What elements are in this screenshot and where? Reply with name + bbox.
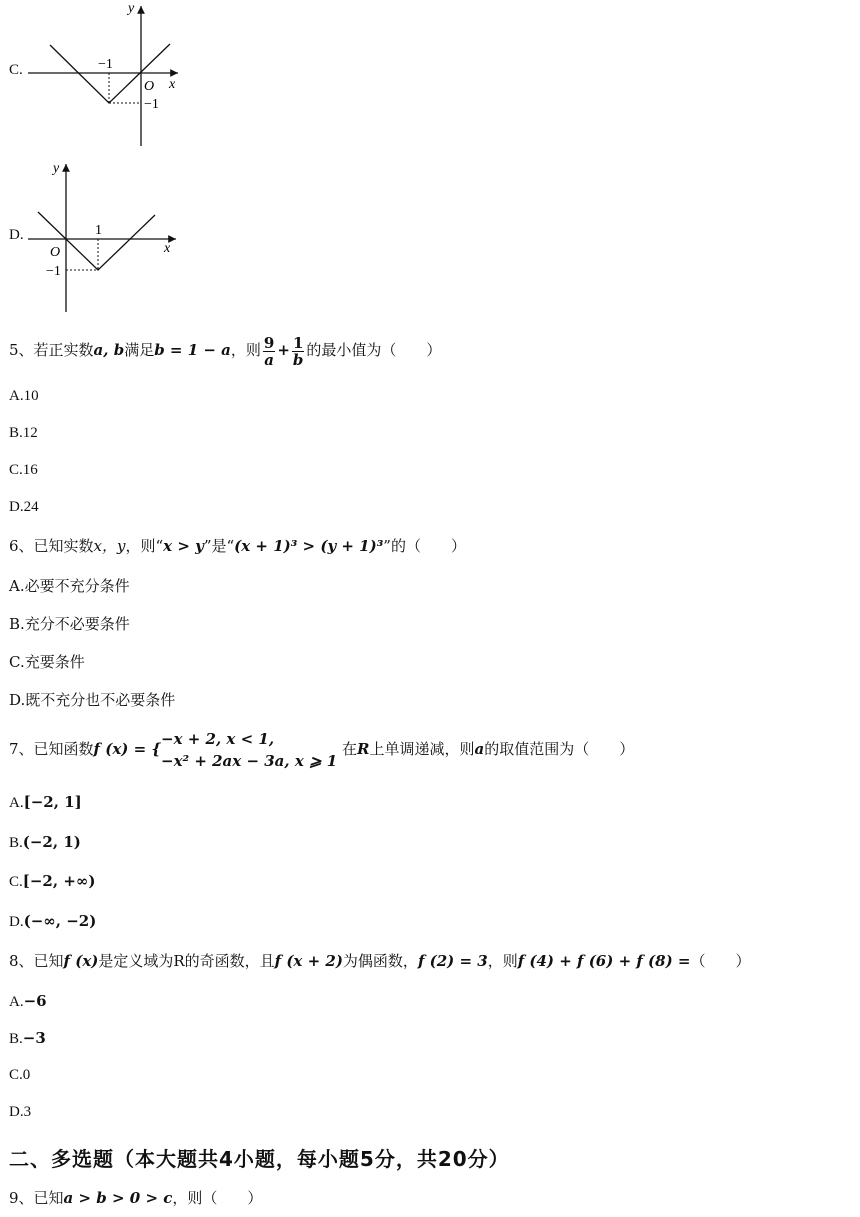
q7-suffix: 的取值范围为（ ）	[484, 740, 635, 758]
graph-d-x-label: x	[164, 241, 171, 256]
q7-option-a-label: A.	[9, 795, 24, 811]
graph-c-label: C.	[9, 62, 23, 78]
q8-mid2: 为偶函数，	[342, 952, 418, 970]
q6-option-a: A.必要不充分条件	[9, 577, 130, 595]
q5-option-b: B.12	[9, 425, 38, 441]
q5-frac2	[292, 335, 305, 368]
q7-option-b	[9, 832, 81, 853]
q8-option-d-label: D.	[9, 1104, 24, 1120]
q8-mid1: 是定义域为R的奇函数，且	[98, 952, 275, 970]
question-8	[9, 951, 750, 971]
q7-option-d	[9, 911, 96, 932]
q6-cond2: (x + 1)³ > (y + 1)³	[234, 537, 384, 555]
q6-option-c: C.充要条件	[9, 653, 85, 671]
q5-frac1-den: a	[264, 350, 274, 369]
question-6	[9, 536, 466, 556]
question-5	[9, 333, 441, 368]
question-9	[9, 1188, 262, 1208]
q8-option-d-value: 3	[23, 1104, 32, 1120]
q8-option-c-label: C.	[9, 1067, 23, 1083]
q5-option-a: A.10	[9, 388, 39, 404]
q7-option-b-label: B.	[9, 835, 23, 851]
q8-option-a-value: −6	[23, 992, 47, 1010]
q7-option-b-value: (−2, 1)	[22, 833, 81, 851]
q7-option-c	[9, 871, 95, 892]
q5-option-d: D.24	[9, 499, 39, 515]
q5-mid: 满足	[124, 341, 155, 359]
q7-mid: 在	[342, 740, 358, 758]
q8-f4: f (4) + f (6) + f (8) =	[517, 952, 691, 970]
graph-d-label: D.	[9, 227, 24, 243]
q6-option-b: B.充分不必要条件	[9, 615, 130, 633]
q8-prefix: 8、已知	[9, 952, 64, 970]
graph-c-x-label: x	[169, 77, 176, 92]
q7-case-1: −x + 2, x < 1,	[161, 730, 275, 748]
q5-plus: +	[277, 341, 290, 359]
q9-suffix: ，则（ ）	[172, 1189, 263, 1207]
graph-c-tick-x: −1	[98, 57, 113, 72]
q8-option-d	[9, 1102, 31, 1122]
graph-d-tick-y: −1	[46, 264, 61, 279]
q8-option-c	[9, 1065, 30, 1085]
q8-option-b-label: B.	[9, 1031, 23, 1047]
q8-suffix: （ ）	[690, 952, 751, 970]
q6-option-d: D.既不充分也不必要条件	[9, 691, 176, 709]
q8-f3: f (2) = 3	[417, 952, 488, 970]
q5-frac2-num: 1	[292, 333, 304, 352]
question-7	[9, 727, 634, 772]
graph-d	[20, 158, 220, 318]
q6-suffix: ”的（ ）	[383, 537, 466, 555]
q5-vars: a, b	[93, 341, 125, 359]
section-heading: 二、多选题（本大题共4小题，每小题5分，共20分）	[9, 1147, 510, 1171]
graph-c-origin: O	[144, 79, 155, 94]
q8-mid3: ，则	[487, 952, 518, 970]
q5-frac1	[263, 335, 275, 368]
graph-c-y-label: y	[128, 1, 135, 16]
q7-func: f (x) = {	[93, 740, 162, 758]
q8-f2: f (x + 2)	[274, 952, 343, 970]
q9-prefix: 9、已知	[9, 1189, 64, 1207]
q7-mid2: 上单调递减，则	[369, 740, 475, 758]
q9-cond: a > b > 0 > c	[63, 1189, 173, 1207]
q5-frac1-num: 9	[263, 333, 275, 352]
q6-mid: ”是“	[203, 537, 235, 555]
q5-then: ，则	[230, 341, 261, 359]
q7-option-d-value: (−∞, −2)	[23, 912, 97, 930]
graph-d-origin: O	[50, 245, 61, 260]
q8-option-a	[9, 991, 47, 1012]
q6-then: ，则“	[125, 537, 164, 555]
graph-d-tick-x: 1	[95, 223, 102, 238]
q7-cases	[161, 728, 337, 772]
q8-option-b	[9, 1028, 46, 1049]
q8-option-a-label: A.	[9, 994, 24, 1010]
q6-prefix: 6、已知实数	[9, 537, 94, 555]
q7-case-2: −x² + 2ax − 3a, x ⩾ 1	[161, 752, 338, 770]
q5-prefix: 5、若正实数	[9, 341, 94, 359]
q5-frac2-den: b	[292, 350, 304, 369]
q7-var: a	[474, 740, 485, 758]
q6-vars: x，y	[93, 537, 126, 555]
q8-option-c-value: 0	[22, 1067, 31, 1083]
q5-option-c: C.16	[9, 462, 38, 478]
q8-f1: f (x)	[63, 952, 99, 970]
q8-option-b-value: −3	[22, 1029, 46, 1047]
q7-domain: R	[357, 740, 370, 758]
q6-cond1: x > y	[163, 537, 204, 555]
graph-d-curve	[38, 212, 155, 270]
q7-option-a-value: [−2, 1]	[23, 793, 82, 811]
q7-option-d-label: D.	[9, 914, 24, 930]
graph-d-y-label: y	[53, 161, 60, 176]
graph-c	[20, 0, 220, 150]
q7-option-c-value: [−2, +∞)	[22, 872, 96, 890]
q7-option-a	[9, 792, 82, 813]
q7-prefix: 7、已知函数	[9, 740, 94, 758]
q7-option-c-label: C.	[9, 874, 23, 890]
graph-c-tick-y: −1	[144, 97, 159, 112]
q5-suffix: 的最小值为（ ）	[306, 341, 442, 359]
q5-cond: b = 1 − a	[154, 341, 231, 359]
